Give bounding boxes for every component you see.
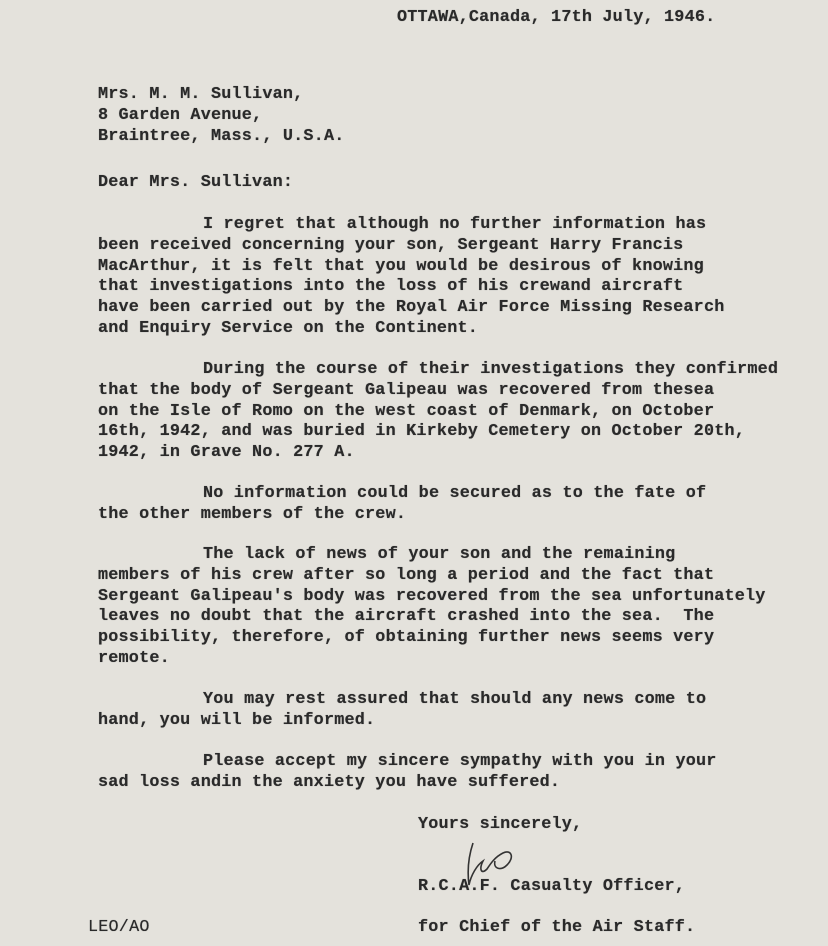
signature-title: R.C.A.F. Casualty Officer, bbox=[418, 877, 686, 896]
text-line: have been carried out by the Royal Air Force Missing Research bbox=[98, 298, 725, 318]
text-line: leaves no doubt that the aircraft crashed into the sea. The bbox=[98, 607, 715, 627]
salutation: Dear Mrs. Sullivan: bbox=[98, 173, 294, 192]
text-line: I regret that although no further information has bbox=[203, 215, 707, 234]
text-line: that investigations into the loss of his crewand aircraft bbox=[98, 277, 684, 297]
address-line: Mrs. M. M. Sullivan, bbox=[98, 85, 304, 104]
text-line: been received concerning your son, Sergeant Harry Francis bbox=[98, 235, 684, 255]
text-line: remote. bbox=[98, 648, 170, 668]
text-line: possibility, therefore, of obtaining further news seems very bbox=[98, 628, 715, 648]
date-line: OTTAWA,Canada, 17th July, 1946. bbox=[397, 8, 716, 27]
address-line: Braintree, Mass., U.S.A. bbox=[98, 126, 345, 146]
text-line: on the Isle of Romo on the west coast of Denmark, on October bbox=[98, 401, 715, 421]
paragraph-5 bbox=[98, 690, 706, 732]
recipient-address bbox=[98, 85, 345, 147]
text-line: sad loss andin the anxiety you have suffered. bbox=[98, 772, 561, 792]
signature-for: for Chief of the Air Staff. bbox=[418, 918, 696, 937]
text-line: You may rest assured that should any news come to bbox=[203, 690, 707, 709]
paragraph-1 bbox=[98, 215, 725, 340]
paragraph-3 bbox=[98, 484, 706, 526]
text-line: No information could be secured as to the fate of bbox=[203, 484, 707, 503]
closing: Yours sincerely, bbox=[418, 815, 583, 834]
paragraph-2 bbox=[98, 360, 778, 464]
reference-code: LEO/AO bbox=[88, 918, 150, 937]
paragraph-6 bbox=[98, 752, 717, 794]
text-line: the other members of the crew. bbox=[98, 504, 407, 524]
text-line: that the body of Sergeant Galipeau was recovered from thesea bbox=[98, 380, 715, 400]
text-line: and Enquiry Service on the Continent. bbox=[98, 318, 479, 338]
text-line: Sergeant Galipeau's body was recovered from the sea unfortunately bbox=[98, 586, 766, 606]
paragraph-4 bbox=[98, 545, 766, 670]
text-line: 16th, 1942, and was buried in Kirkeby Cemetery on October 20th, bbox=[98, 422, 746, 442]
text-line: members of his crew after so long a period and the fact that bbox=[98, 565, 715, 585]
text-line: hand, you will be informed. bbox=[98, 710, 376, 730]
text-line: During the course of their investigations they confirmed bbox=[203, 360, 779, 379]
text-line: Please accept my sincere sympathy with you in your bbox=[203, 752, 717, 771]
text-line: The lack of news of your son and the remaining bbox=[203, 545, 676, 564]
address-line: 8 Garden Avenue, bbox=[98, 105, 263, 125]
text-line: MacArthur, it is felt that you would be desirous of knowing bbox=[98, 256, 704, 276]
text-line: 1942, in Grave No. 277 A. bbox=[98, 443, 355, 463]
